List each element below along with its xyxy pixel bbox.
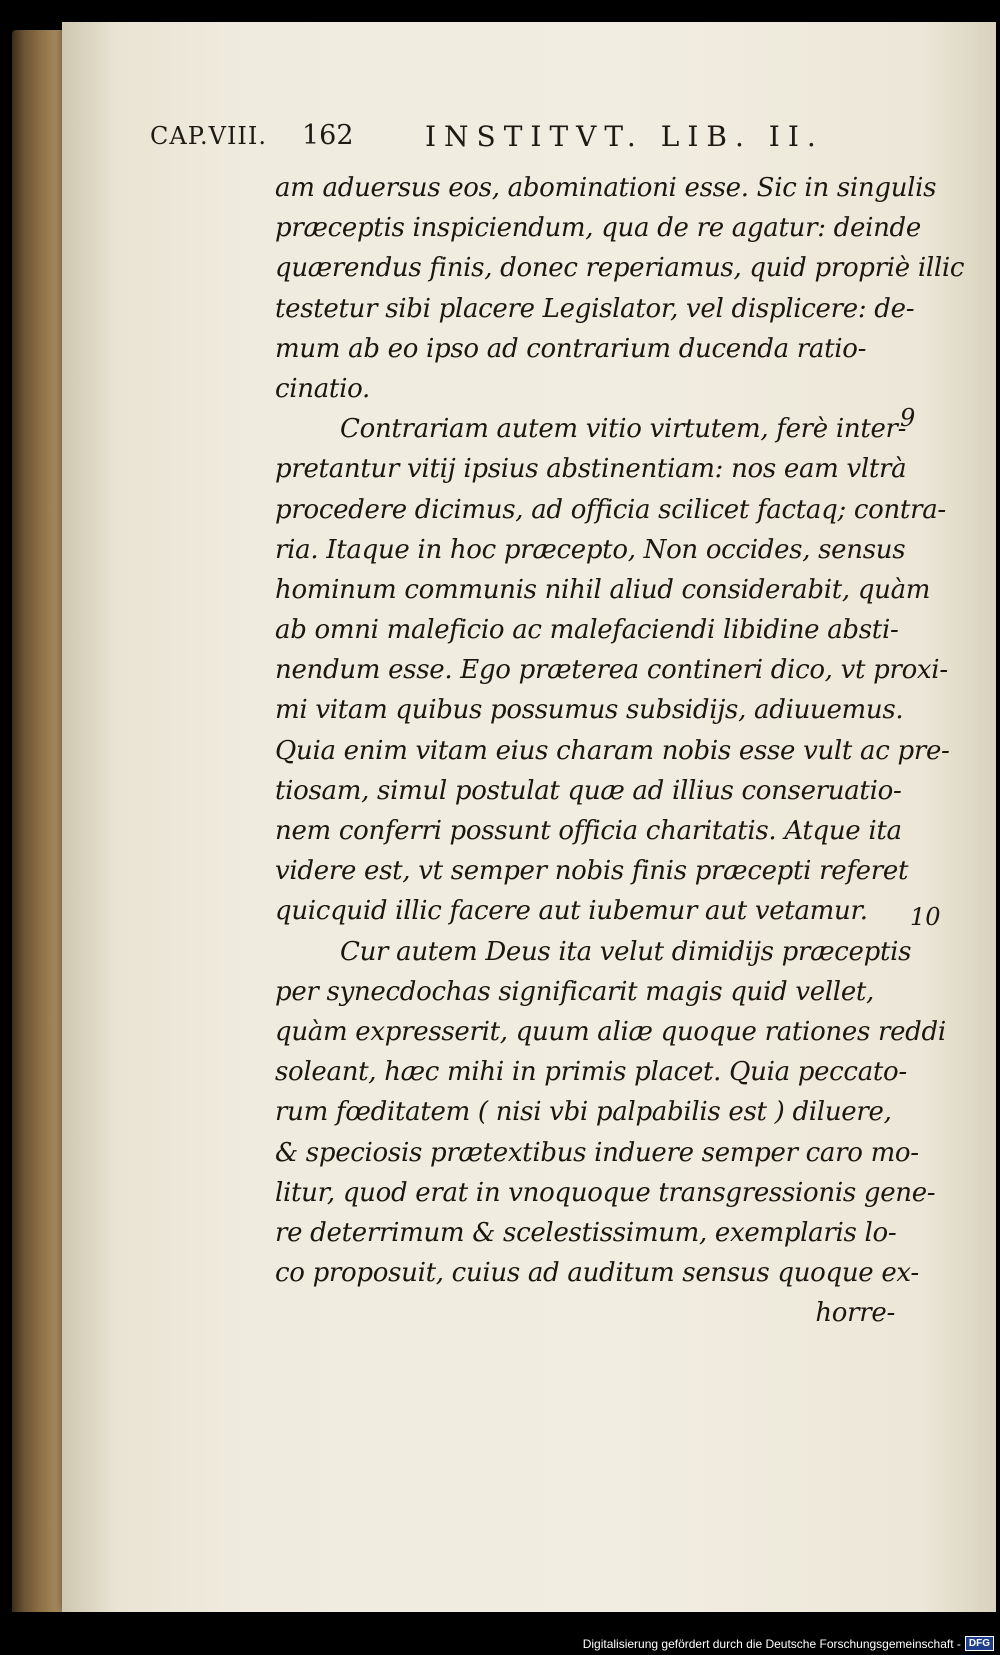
running-title: INSTITVT. LIB. II. (425, 120, 824, 153)
catchword: horre- (815, 1298, 895, 1329)
text-line: ab omni maleficio ac malefaciendi libidine absti- (275, 615, 899, 646)
chapter-label: CAP.VIII. (150, 122, 268, 150)
text-line: am aduersus eos, abominationi esse. Sic in singulis (275, 173, 937, 203)
text-line: pretantur vitij ipsius abstinentiam: nos eam vltrà (275, 454, 907, 485)
digitization-credit (583, 1636, 994, 1651)
text-line: rum fœditatem ( nisi vbi palpabilis est ) diluere, (275, 1097, 892, 1128)
text-line: nendum esse. Ego præterea contineri dico, vt proxi- (275, 655, 948, 686)
text-line: nem conferri possunt officia charitatis. Atque ita (275, 816, 902, 846)
text-line: cinatio. (275, 373, 370, 404)
text-line: quærendus finis, donec reperiamus, quid propriè illic (275, 253, 965, 284)
text-line: soleant, hæc mihi in primis placet. Quia peccato- (275, 1057, 907, 1088)
text-line: litur, quod erat in vnoquoque transgressionis gene- (275, 1177, 936, 1208)
text-line: procedere dicimus, ad officia scilicet factaq; contra- (275, 494, 946, 525)
dfg-logo-icon: DFG (965, 1636, 994, 1651)
margin-note: 9 (900, 404, 916, 432)
text-line: co proposuit, cuius ad auditum sensus quoque ex- (275, 1258, 919, 1289)
text-line: Contrariam autem vitio virtutem, ferè inter- (340, 414, 907, 445)
margin-note: 10 (910, 903, 941, 931)
text-line: & speciosis prætextibus induere semper caro mo- (275, 1137, 919, 1168)
text-line: quicquid illic facere aut iubemur aut vetamur. (275, 896, 868, 927)
text-line: hominum communis nihil aliud considerabit, quàm (275, 574, 931, 605)
text-line: tiosam, simul postulat quæ ad illius conseruatio- (275, 775, 902, 806)
text-line: Cur autem Deus ita velut dimidijs præceptis (340, 936, 912, 967)
text-line: ria. Itaque in hoc præcepto, Non occides, sensus (275, 534, 906, 565)
credit-text: Digitalisierung gefördert durch die Deutsche Forschungsgemeinschaft - (582, 1636, 961, 1651)
text-line: per synecdochas significarit magis quid vellet, (275, 976, 875, 1007)
text-body (275, 168, 965, 1333)
text-line: testetur sibi placere Legislator, vel displicere: de- (275, 293, 915, 324)
running-head (150, 120, 830, 160)
text-line: videre est, vt semper nobis finis præcepti referet (275, 856, 909, 887)
text-line: Quia enim vitam eius charam nobis esse vult ac pre- (275, 735, 950, 766)
text-line: mi vitam quibus possumus subsidijs, adiuuemus. (275, 695, 904, 726)
text-line: re deterrimum & scelestissimum, exemplaris lo- (275, 1217, 897, 1248)
text-line: quàm expresserit, quum aliæ quoque rationes reddi (275, 1016, 946, 1047)
text-line: præceptis inspiciendum, qua de re agatur: deinde (275, 213, 921, 244)
page-number: 162 (302, 120, 354, 151)
text-line: mum ab eo ipso ad contrarium ducenda ratio- (275, 333, 867, 364)
